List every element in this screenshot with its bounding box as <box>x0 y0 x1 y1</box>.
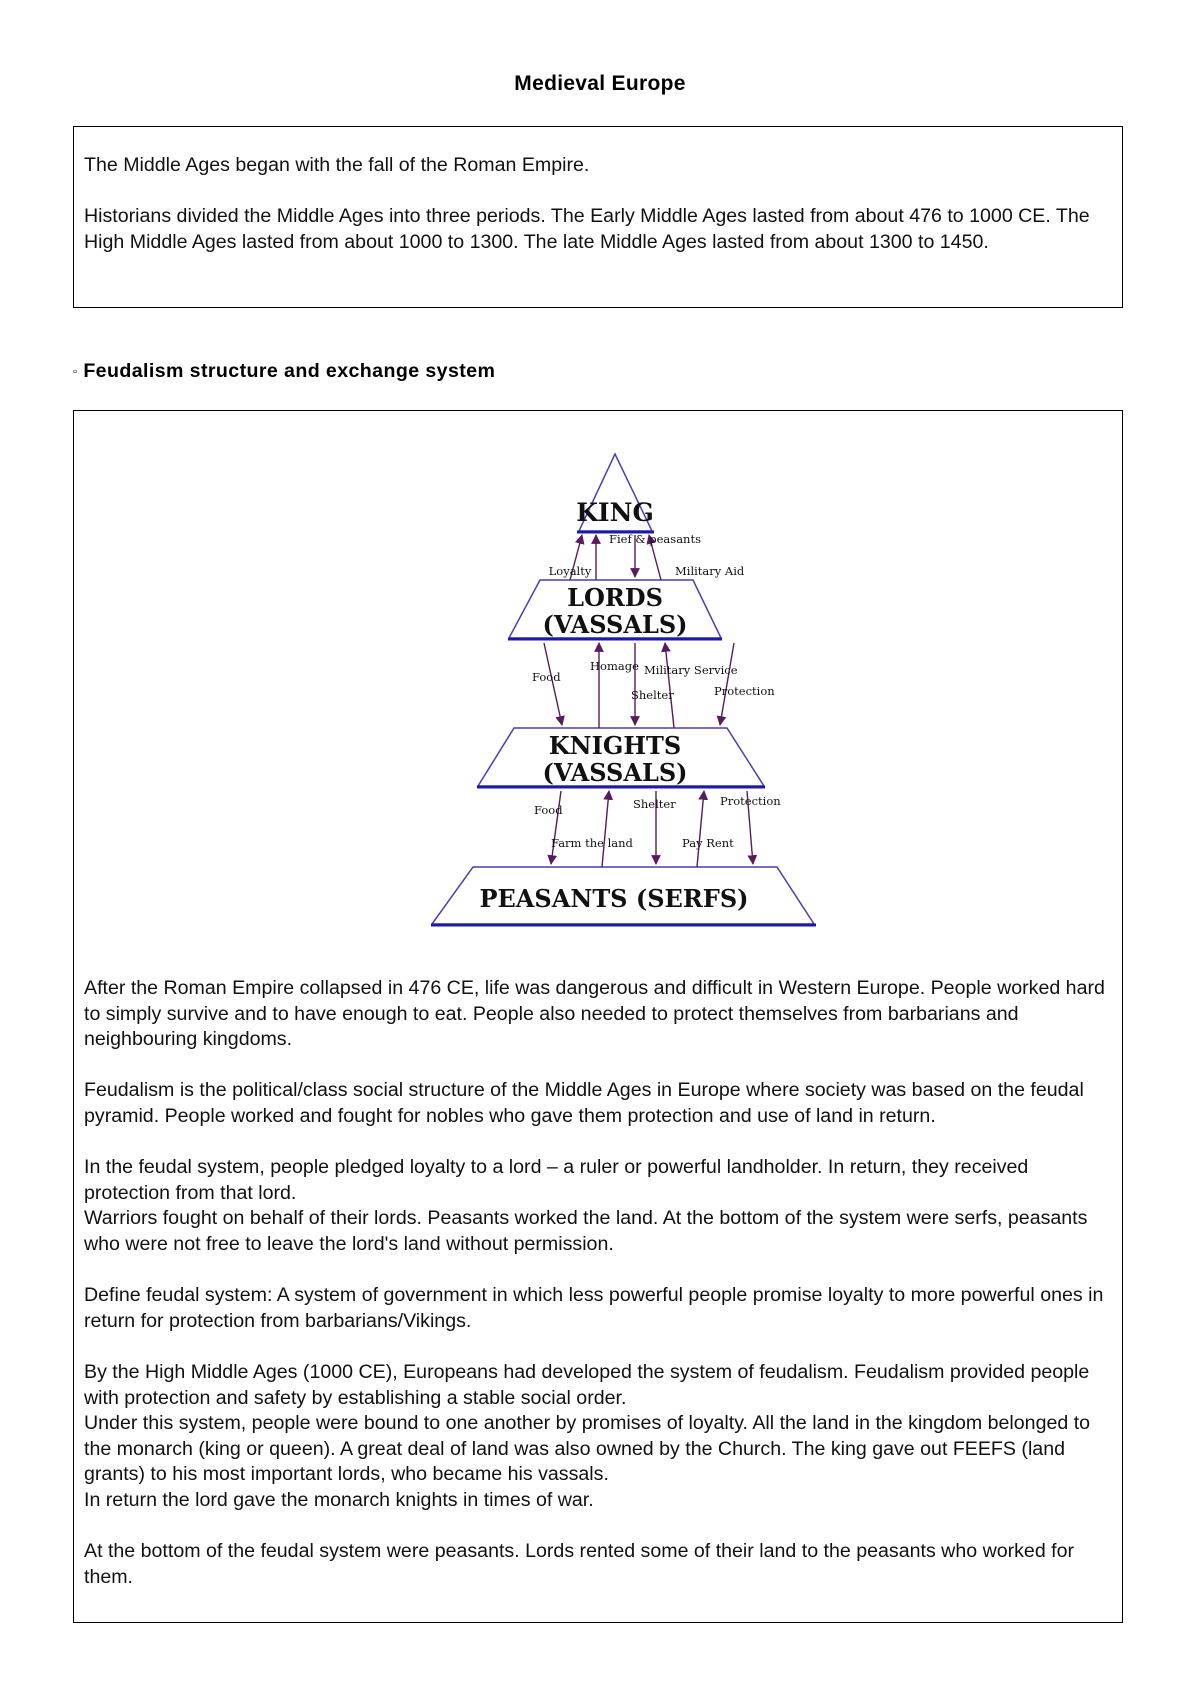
loyalty-label: Loyalty <box>548 564 592 578</box>
protection-label-1: Protection <box>714 684 775 698</box>
food-label-1: Food <box>532 670 561 684</box>
feudal-paragraph-4: Warriors fought on behalf of their lords. Peasants worked the land. At the bottom of the system were serfs, peasants who were not free to leave the lord's land without permission. <box>84 1207 1088 1255</box>
lords-tier <box>508 580 722 639</box>
knights-tier <box>477 728 765 787</box>
fief-label: Fief & peasants <box>609 532 701 546</box>
military-aid-label: Military Aid <box>675 564 745 578</box>
feudal-paragraph-8: In return the lord gave the monarch knights in times of war. <box>84 1488 594 1511</box>
military-service-label: Military Service <box>644 663 738 677</box>
food-label-2: Food <box>534 803 563 817</box>
peasants-label: PEASANTS (SERFS) <box>479 884 749 913</box>
pay-rent-label: Pay Rent <box>682 836 734 850</box>
lords-knights-arrows <box>544 643 734 728</box>
shelter-label-1: Shelter <box>631 688 674 702</box>
king-label: KING <box>576 498 654 527</box>
feudal-paragraph-1: After the Roman Empire collapsed in 476 CE, life was dangerous and difficult in Western Europe. People worked hard to simply survive and to have enough to eat. People also needed to protect themselves from barbarians and neighbouring kingdoms. <box>84 977 1105 1051</box>
feudal-box <box>73 410 1123 1623</box>
feudal-body-text <box>84 976 1114 1590</box>
bullet-icon: ▫ <box>73 366 78 378</box>
intro-paragraph-1: The Middle Ages began with the fall of the Roman Empire. <box>84 154 590 176</box>
feudal-paragraph-3: In the feudal system, people pledged loyalty to a lord – a ruler or powerful landholder. In return, they received protection from that lord. <box>84 1156 1029 1204</box>
knights-label: KNIGHTS <box>548 731 682 760</box>
king-tier <box>576 454 654 532</box>
intro-paragraph-2: Historians divided the Middle Ages into three periods. The Early Middle Ages lasted from about 476 to 1000 CE. The High Middle Ages lasted from about 1000 to 1300. The late Middle Ages lasted from about 1300 to 1450. <box>84 205 1090 253</box>
knights-sub-label: (VASSALS) <box>542 758 688 787</box>
lords-label: LORDS <box>567 583 663 612</box>
shelter-label-2: Shelter <box>633 797 676 811</box>
intro-box <box>73 126 1123 308</box>
homage-label: Homage <box>590 659 639 673</box>
feudal-paragraph-9: At the bottom of the feudal system were peasants. Lords rented some of their land to the peasants who worked for them. <box>84 1540 1075 1588</box>
feudal-paragraph-2: Feudalism is the political/class social structure of the Middle Ages in Europe where society was based on the feudal pyramid. People worked and fought for nobles who gave them protection and use of land in return. <box>84 1079 1084 1127</box>
protection-label-2: Protection <box>720 794 781 808</box>
farm-label: Farm the land <box>551 836 633 850</box>
section-heading-text: Feudalism structure and exchange system <box>83 360 496 382</box>
feudal-pyramid-diagram <box>74 411 1121 971</box>
section-heading <box>73 360 495 383</box>
lords-sub-label: (VASSALS) <box>542 610 688 639</box>
feudal-paragraph-7: Under this system, people were bound to one another by promises of loyalty. All the land in the kingdom belonged to the monarch (king or queen). A great deal of land was also owned by the Church. The king gave out FEEFS (land grants) to his most important lords, who became his vassals. <box>84 1412 1091 1486</box>
feudal-paragraph-5: Define feudal system: A system of government in which less powerful people promise loyalty to more powerful ones in return for protection from barbarians/Vikings. <box>84 1284 1104 1332</box>
feudal-paragraph-6: By the High Middle Ages (1000 CE), Europeans had developed the system of feudalism. Feudalism provided people with protection and safety by establishing a stable social order. <box>84 1360 1090 1409</box>
page-title: Medieval Europe <box>514 72 686 95</box>
peasants-tier <box>431 867 816 925</box>
